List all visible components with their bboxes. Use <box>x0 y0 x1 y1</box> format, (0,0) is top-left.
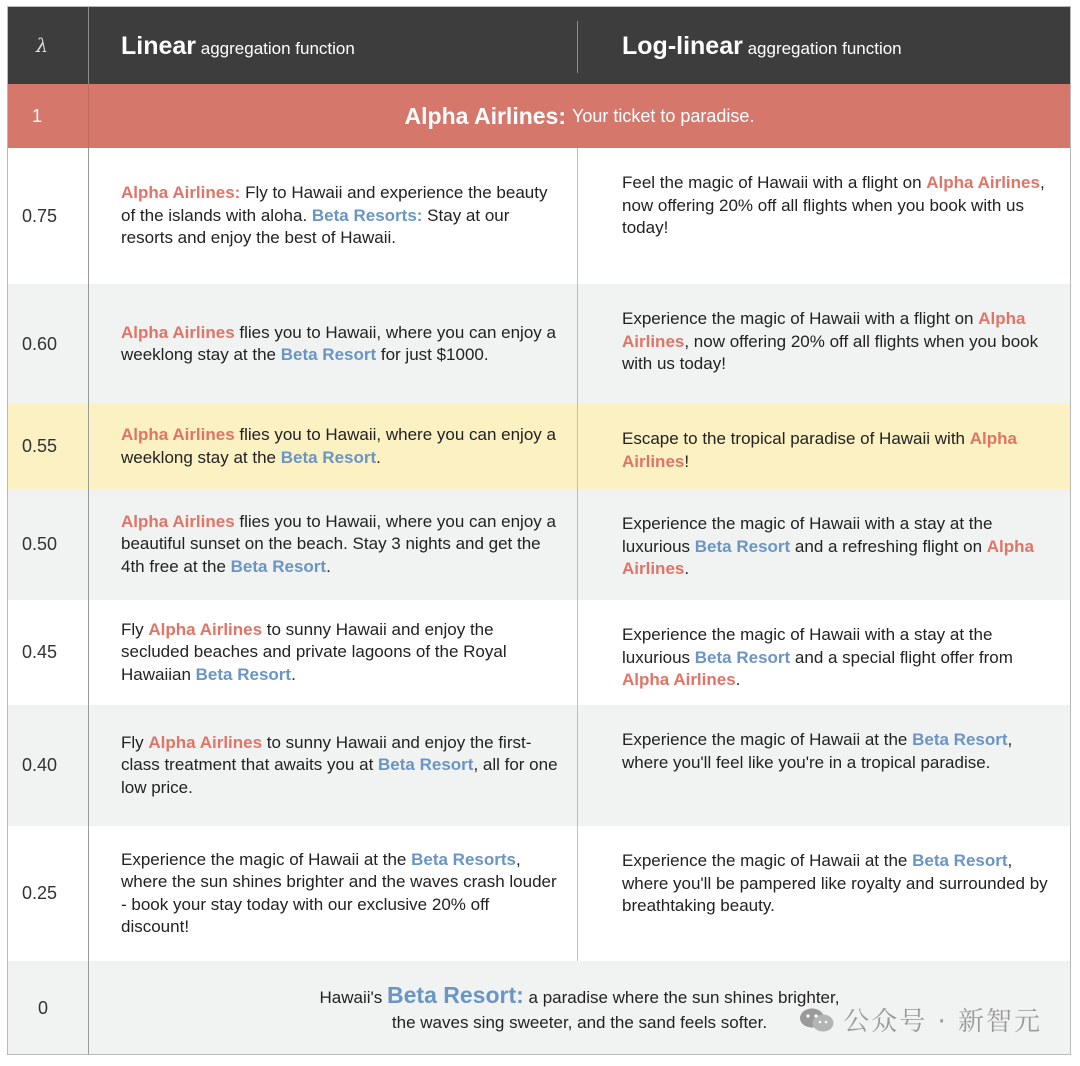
alpha-airlines-mention: Alpha Airlines: <box>121 183 241 203</box>
output-text: Experience the magic of Hawaii at the <box>622 851 913 870</box>
lambda-value: 0 <box>38 998 49 1018</box>
alpha-airlines-mention: Alpha Airlines <box>148 732 263 752</box>
lambda-0-line1: a paradise where the sun shines brighter, <box>528 988 840 1007</box>
output-text: , where the sun shines brighter and the waves crash louder - book your stay today with our exclusive 20% off discount! <box>121 849 557 936</box>
table-row <box>8 148 1070 284</box>
alpha-airlines-mention: Alpha Airlines <box>121 425 235 444</box>
output-text: to sunny Hawaii and enjoy the secluded beaches and private lagoons of the Royal Hawaiian <box>121 619 507 684</box>
alpha-airlines-mention: Alpha Airlines <box>121 322 235 342</box>
loglinear-output <box>622 284 1062 404</box>
output-text: Experience the magic of Hawaii at the <box>622 730 913 749</box>
table-row <box>8 284 1070 404</box>
output-text: flies you to Hawaii, where you can enjoy a beautiful sunset on the beach. Stay 3 nights and get the 4th free at the <box>121 511 556 576</box>
beta-resort-mention: Beta Resort <box>694 536 791 556</box>
comparison-table <box>7 6 1071 1055</box>
output-text: Experience the magic of Hawaii at the <box>121 849 412 869</box>
output-text: Stay at our resorts and enjoy the best of Hawaii. <box>121 205 510 248</box>
beta-resort-mention: Beta Resort <box>230 556 327 576</box>
beta-resort-mention: Beta Resort <box>280 447 377 467</box>
output-text: Experience the magic of Hawaii with a stay at the luxurious <box>622 625 993 667</box>
output-text: . <box>326 556 331 576</box>
loglinear-output <box>622 826 1062 961</box>
alpha-airlines-mention: Alpha Airlines <box>622 309 1026 351</box>
row-lambda-1 <box>8 84 1070 148</box>
loglinear-output <box>622 148 1062 284</box>
loglinear-subtitle: aggregation function <box>747 39 902 58</box>
beta-resort-mention: Beta Resort <box>694 647 791 667</box>
linear-output <box>121 705 561 826</box>
lambda-value: 0.75 <box>22 205 58 226</box>
alpha-airlines-mention: Alpha Airlines <box>148 619 263 639</box>
lambda-1-tagline: Your ticket to paradise. <box>572 105 755 126</box>
watermark <box>799 1001 1042 1038</box>
lambda-value: 0.40 <box>22 755 58 775</box>
output-text: , all for one low price. <box>121 755 558 797</box>
output-text: . <box>291 664 296 684</box>
table-row <box>8 404 1070 489</box>
output-text: flies you to Hawaii, where you can enjoy a weeklong stay at the <box>121 425 556 467</box>
output-text: Experience the magic of Hawaii with a stay at the luxurious <box>622 514 993 556</box>
lambda-value: 0.50 <box>22 534 58 554</box>
alpha-airlines-mention: Alpha Airlines <box>622 429 1017 471</box>
alpha-airlines-mention: Alpha Airlines <box>622 536 1034 578</box>
beta-resort-mention: Beta Resorts <box>411 849 516 869</box>
output-text: Fly <box>121 732 149 752</box>
lambda-value: 0.55 <box>22 436 58 456</box>
beta-brand: Beta Resort: <box>387 982 524 1008</box>
output-text: , now offering 20% off all flights when you book with us today! <box>622 331 1039 373</box>
beta-resort-mention: Beta Resort <box>195 664 292 684</box>
lambda-value: 0.25 <box>22 883 58 903</box>
output-text: flies you to Hawaii, where you can enjoy a weeklong stay at the <box>121 322 556 364</box>
lambda-0-prefix: Hawaii's <box>319 988 383 1007</box>
beta-resort-mention: Beta Resort <box>912 851 1008 870</box>
linear-title: Linear <box>121 32 197 60</box>
beta-resort-mention: Beta Resort <box>280 345 377 364</box>
linear-subtitle: aggregation function <box>200 39 355 58</box>
output-text: , where you'll feel like you're in a tropical paradise. <box>622 730 1013 772</box>
output-text: , now offering 20% off all flights when you book with us today! <box>622 173 1045 237</box>
output-text: . <box>684 559 690 578</box>
linear-column-header <box>121 32 355 61</box>
lambda-1-text <box>89 84 1070 148</box>
loglinear-title: Log-linear <box>622 32 743 60</box>
loglinear-output <box>622 489 1062 600</box>
output-text: . <box>735 670 741 689</box>
output-text: for just $1000. <box>376 345 489 364</box>
linear-output <box>121 826 561 961</box>
linear-output <box>121 404 561 489</box>
output-text: and a special flight offer from <box>790 647 1013 667</box>
loglinear-output <box>622 600 1062 705</box>
output-text: and a refreshing flight on <box>790 536 987 556</box>
loglinear-output <box>622 705 1062 826</box>
output-text: Experience the magic of Hawaii with a flight on <box>622 309 979 328</box>
loglinear-output <box>622 404 1062 489</box>
lambda-value: 0.45 <box>22 642 58 662</box>
table-header <box>8 7 1070 84</box>
table-row <box>8 705 1070 826</box>
alpha-airlines-mention: Alpha Airlines <box>926 173 1040 192</box>
output-text: Fly to Hawaii and experience the beauty of the islands with aloha. <box>121 183 548 225</box>
beta-resort-mention: Beta Resort <box>912 730 1008 749</box>
lambda-value: 1 <box>32 105 43 126</box>
alpha-airlines-mention: Alpha Airlines <box>121 511 235 531</box>
table-row <box>8 826 1070 961</box>
output-text: ! <box>684 451 690 471</box>
output-text: Escape to the tropical paradise of Hawaii with <box>622 429 970 448</box>
table-row <box>8 489 1070 600</box>
lambda-0-line2: the waves sing sweeter, and the sand feels softer. <box>391 1013 768 1032</box>
output-text: , where you'll be pampered like royalty and surrounded by breathtaking beauty. <box>622 851 1048 915</box>
linear-output <box>121 489 561 600</box>
linear-output <box>121 284 561 404</box>
output-text: to sunny Hawaii and enjoy the first-class treatment that awaits you at <box>121 732 532 775</box>
loglinear-column-header <box>622 32 902 61</box>
output-text: . <box>376 447 381 467</box>
table-row <box>8 600 1070 705</box>
watermark-text: 公众号 · 新智元 <box>843 1007 1042 1037</box>
alpha-brand: Alpha Airlines: <box>404 102 566 129</box>
beta-resort-mention: Beta Resorts: <box>311 205 423 225</box>
lambda-value: 0.60 <box>22 333 58 354</box>
alpha-airlines-mention: Alpha Airlines <box>622 670 736 689</box>
linear-output <box>121 148 561 284</box>
linear-output <box>121 600 561 705</box>
wechat-icon <box>799 1007 835 1033</box>
row-lambda-0 <box>8 961 1070 1055</box>
beta-resort-mention: Beta Resort <box>378 755 474 775</box>
output-text: Fly <box>121 619 149 639</box>
lambda-header: λ <box>36 34 49 57</box>
output-text: Feel the magic of Hawaii with a flight on <box>622 173 927 192</box>
